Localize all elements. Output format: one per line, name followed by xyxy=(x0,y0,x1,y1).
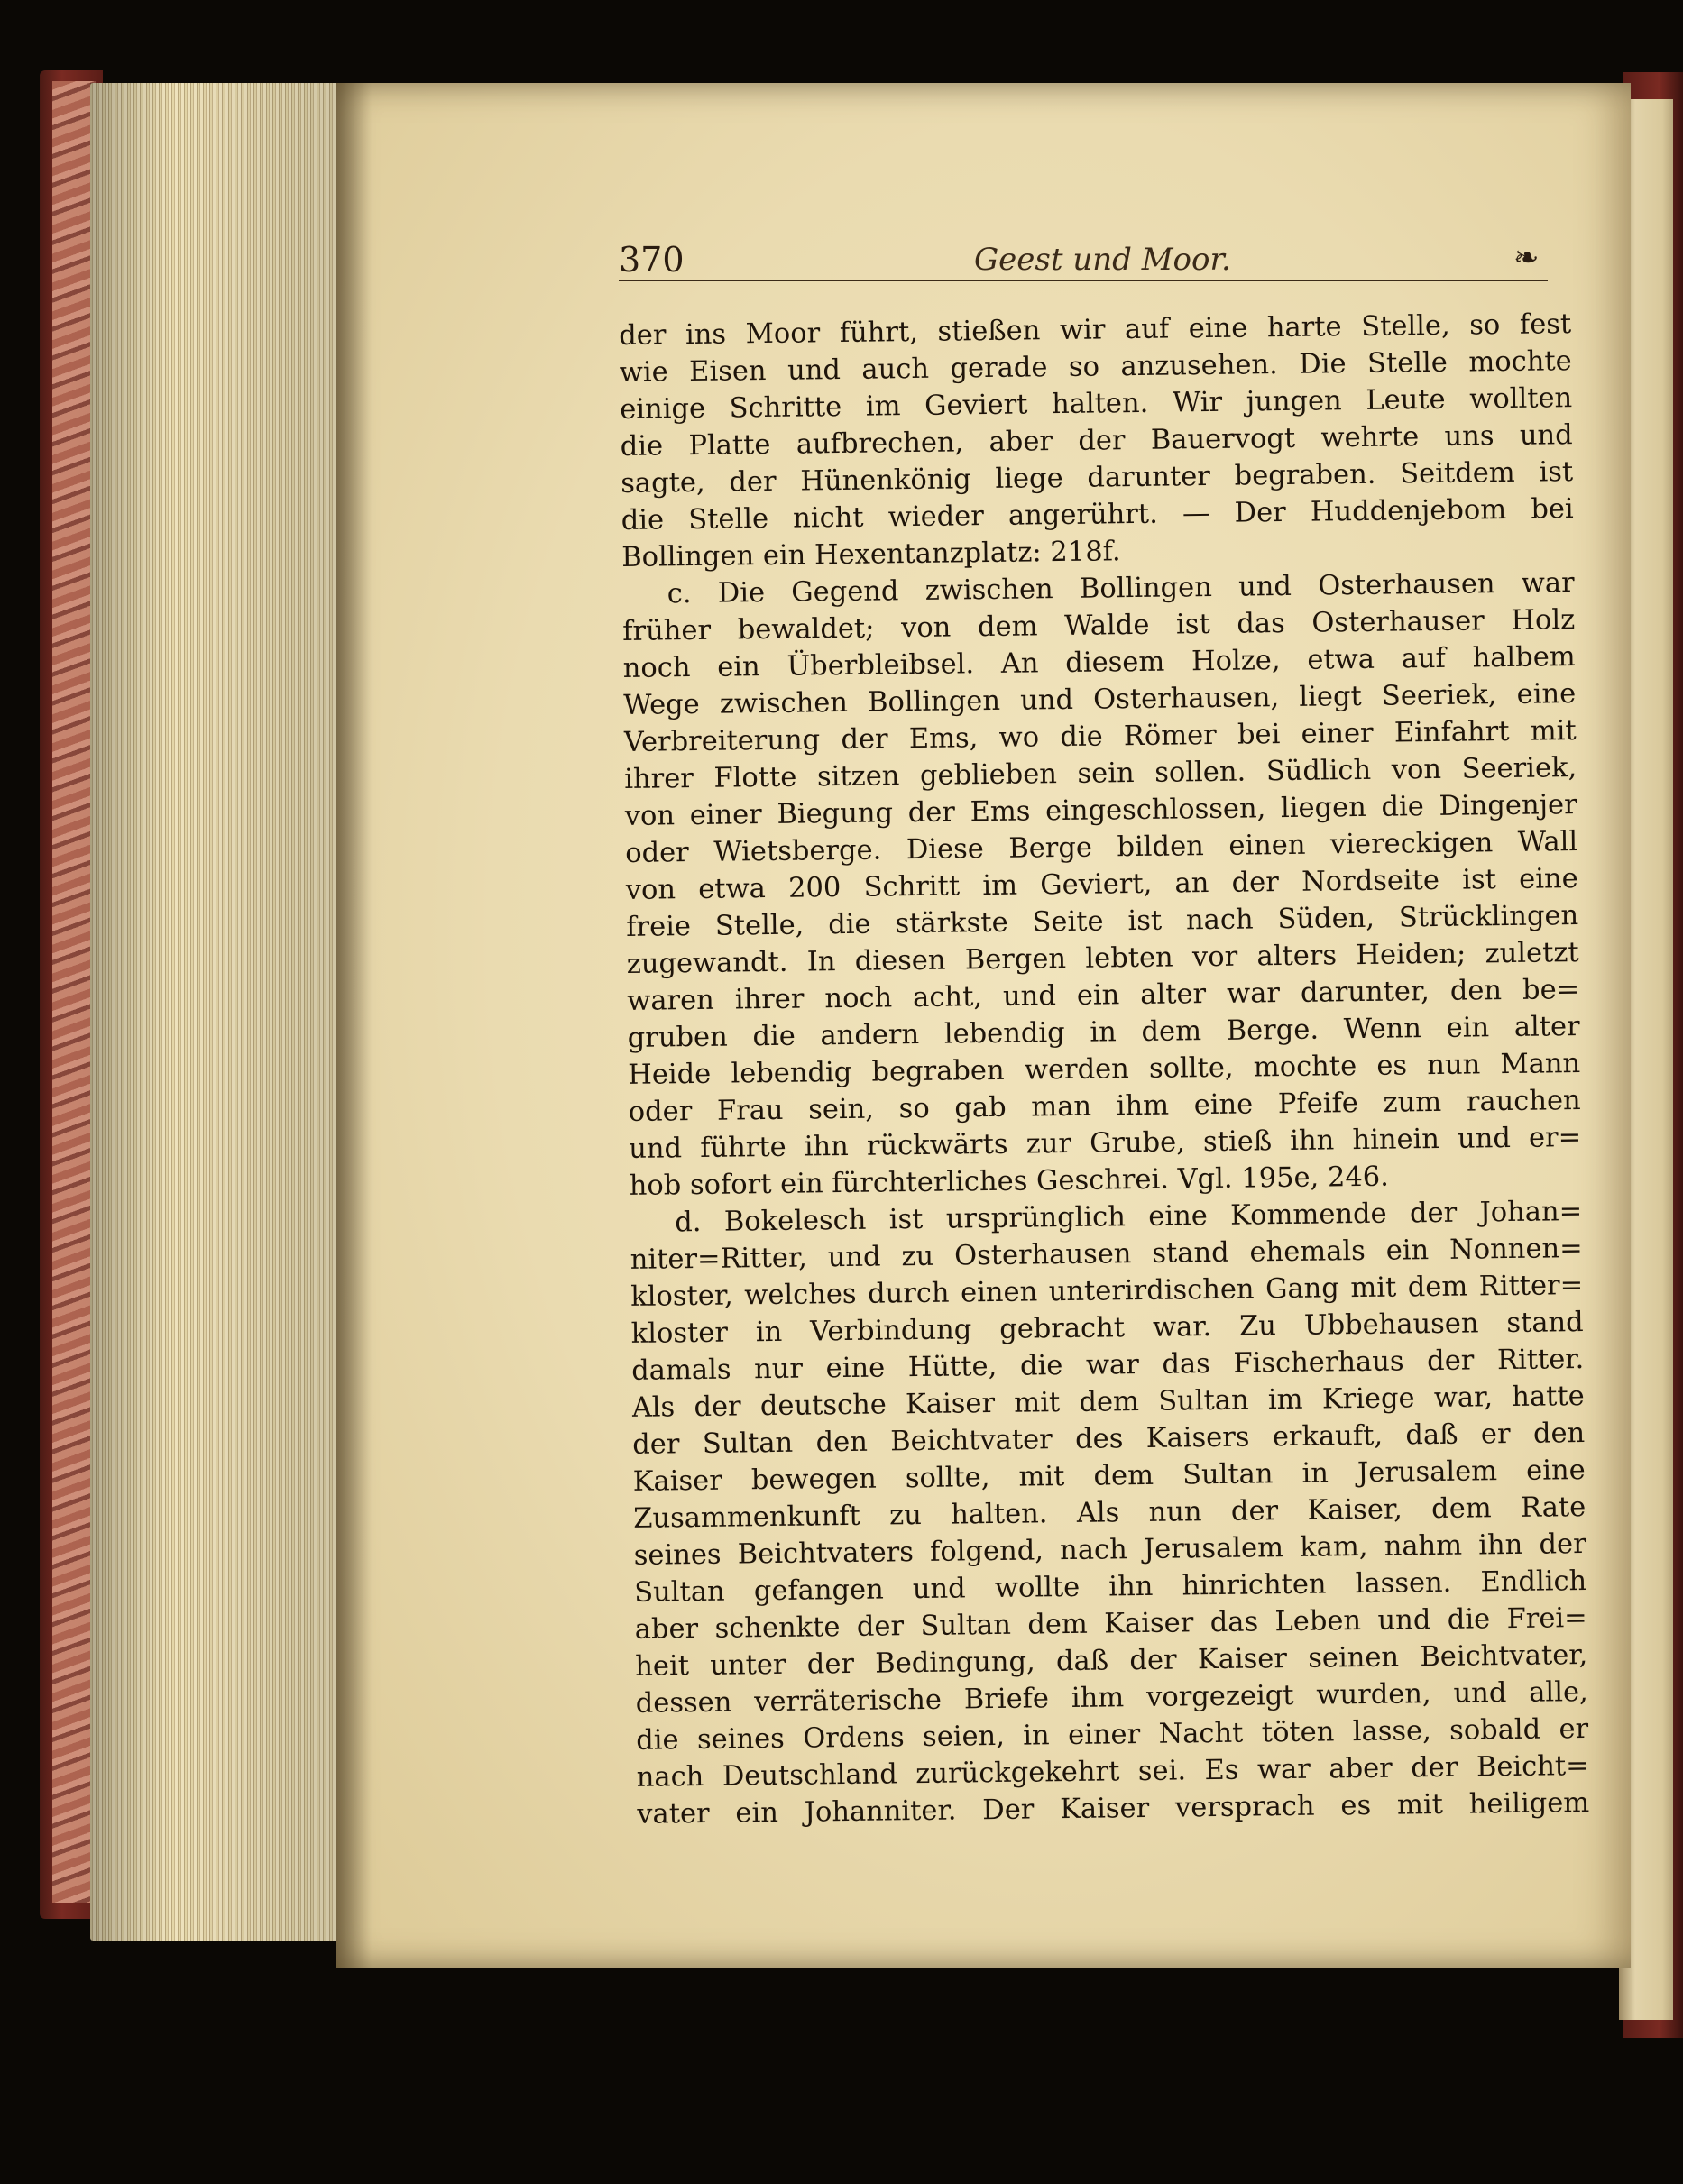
text-line: einige Schritte im Geviert halten. Wir jungen Leute wollten xyxy=(620,382,1573,426)
text-line: Bollingen ein Hexentanzplatz: 218f. xyxy=(621,536,1121,574)
text-line: oder Frau sein, so gab man ihm eine Pfeife zum rauchen xyxy=(628,1085,1581,1128)
text-line: hob sofort ein fürchterliches Geschrei. Vgl. 195e, 246. xyxy=(629,1161,1390,1202)
text-line: Wege zwischen Bollingen und Osterhausen, liegt Seeriek, eine xyxy=(623,678,1577,721)
header-rule xyxy=(619,280,1548,281)
text-line: die Stelle nicht wieder angerührt. — Der Huddenjebom bei xyxy=(621,493,1574,537)
text-line: waren ihrer noch acht, und ein alter war darunter, den be= xyxy=(627,974,1580,1017)
text-line: nach Deutschland zurückgekehrt sei. Es war aber der Beicht= xyxy=(636,1749,1589,1794)
text-line: damals nur eine Hütte, die war das Fischerhaus der Ritter. xyxy=(631,1344,1585,1387)
page-edges-shadow xyxy=(90,83,361,1941)
text-line: der ins Moor führt, stießen wir auf eine harte Stelle, so fest xyxy=(619,308,1572,352)
text-line: sagte, der Hünenkönig liege darunter begraben. Seitdem ist xyxy=(621,456,1574,500)
text-line: Zusammenkunft zu halten. Als nun der Kaiser, dem Rate xyxy=(633,1491,1586,1535)
text-line: früher bewaldet; von dem Walde ist das Osterhauser Holz xyxy=(622,604,1576,647)
text-line: c. Die Gegend zwischen Bollingen und Osterhausen war xyxy=(667,567,1575,610)
text-line: von einer Biegung der Ems eingeschlossen, liegen die Dingenjer xyxy=(624,789,1577,832)
text-line: noch ein Überbleibsel. An diesem Holze, etwa auf halbem xyxy=(622,641,1576,684)
text-line: kloster, welches durch einen unterirdischen Gang mit dem Ritter= xyxy=(630,1270,1584,1313)
text-line: gruben die andern lebendig in dem Berge. Wenn ein alter xyxy=(627,1011,1580,1054)
text-line: kloster in Verbindung gebracht war. Zu Ubbehausen stand xyxy=(630,1307,1584,1350)
text-line: der Sultan den Beichtvater des Kaisers erkauft, daß er den xyxy=(632,1418,1586,1461)
text-line: wie Eisen und auch gerade so anzusehen. Die Stelle mochte xyxy=(619,345,1572,389)
text-line: oder Wietsberge. Diese Berge bilden einen viereckigen Wall xyxy=(625,826,1578,869)
text-line: Als der deutsche Kaiser mit dem Sultan im Kriege war, hatte xyxy=(631,1381,1585,1424)
marbled-endpaper xyxy=(52,81,96,1903)
body-text xyxy=(619,306,1589,1833)
text-line: freie Stelle, die stärkste Seite ist nach Süden, Strücklingen xyxy=(626,900,1579,943)
text-line: Verbreiterung der Ems, wo die Römer bei einer Einfahrt mit xyxy=(623,715,1577,758)
page-number: 370 xyxy=(619,240,685,280)
text-line: die Platte aufbrechen, aber der Bauervogt wehrte uns und xyxy=(620,419,1573,463)
text-line: die seines Ordens seien, in einer Nacht töten lasse, sobald er xyxy=(636,1712,1589,1757)
text-line: d. Bokelesch ist ursprünglich eine Kommende der Johan= xyxy=(675,1196,1583,1239)
text-line: Kaiser bewegen sollte, mit dem Sultan in Jerusalem eine xyxy=(632,1454,1586,1498)
text-line: zugewandt. In diesen Bergen lebten vor alters Heiden; zuletzt xyxy=(626,937,1579,980)
text-line: niter=Ritter, und zu Osterhausen stand ehemals ein Nonnen= xyxy=(630,1233,1583,1276)
text-line: und führte ihn rückwärts zur Grube, stieß ihn hinein und er= xyxy=(629,1122,1582,1165)
text-line: dessen verräterische Briefe ihm vorgezeigt wurden, und alle, xyxy=(635,1675,1588,1720)
text-line: seines Beichtvaters folgend, nach Jerusalem kam, nahm ihn der xyxy=(633,1528,1586,1572)
text-line: vater ein Johanniter. Der Kaiser versprach es mit heiligem xyxy=(637,1786,1590,1831)
text-line: Sultan gefangen und wollte ihn hinrichten lassen. Endlich xyxy=(634,1565,1587,1609)
page-gutter-shadow xyxy=(336,83,372,1968)
text-line: Heide lebendig begraben werden sollte, mochte es nun Mann xyxy=(628,1048,1581,1091)
text-line: von etwa 200 Schritt im Geviert, an der Nordseite ist eine xyxy=(625,863,1578,906)
running-title: Geest und Moor. xyxy=(974,242,1231,278)
text-line: aber schenkte der Sultan dem Kaiser das Leben und die Frei= xyxy=(634,1601,1587,1646)
text-line: heit unter der Bedingung, daß der Kaiser seinen Beichtvater, xyxy=(635,1638,1588,1683)
fleuron-icon: ❧ xyxy=(1513,240,1540,276)
text-line: ihrer Flotte sitzen geblieben sein sollen. Südlich von Seeriek, xyxy=(624,752,1577,795)
page-header xyxy=(619,236,1548,290)
